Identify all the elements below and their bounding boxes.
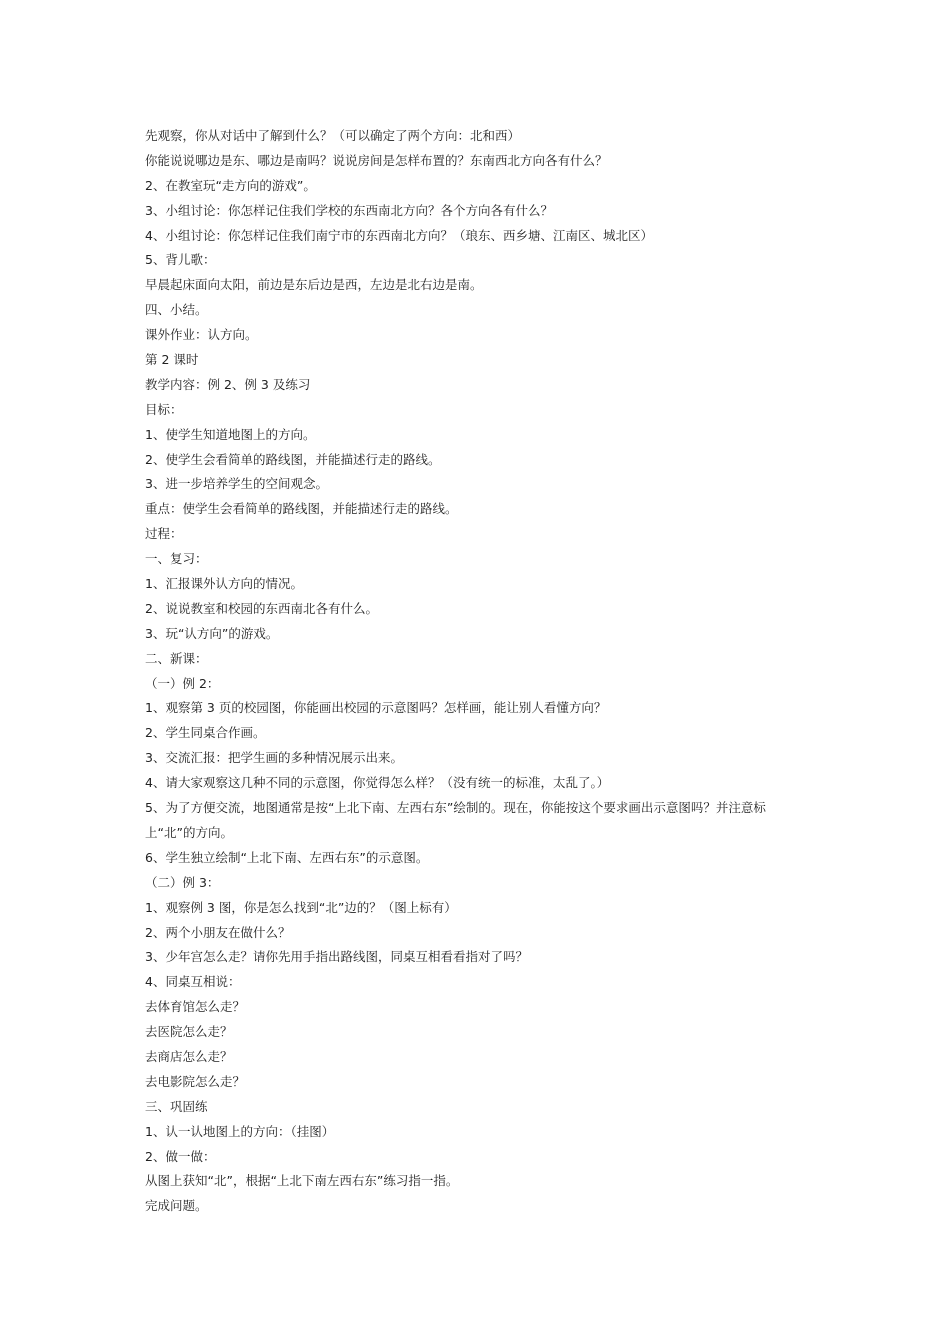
- text-line: 5、为了方便交流，地图通常是按“上北下南、左西右东”绘制的。现在，你能按这个要求画出示意图吗？并注意标: [145, 800, 766, 816]
- text-line: 2、说说教室和校园的东西南北各有什么。: [145, 600, 378, 616]
- text-line: 3、交流汇报：把学生画的多种情况展示出来。: [145, 750, 403, 766]
- text-line: 1、认一认地图上的方向：（挂图）: [145, 1123, 335, 1139]
- text-line: 教学内容：例 2、例 3 及练习: [145, 376, 311, 392]
- text-line: 3、少年宫怎么走？请你先用手指出路线图，同桌互相看看指对了吗？: [145, 949, 528, 965]
- text-line: 3、小组讨论：你怎样记住我们学校的东西南北方向？各个方向各有什么？: [145, 202, 553, 218]
- document-body: [145, 124, 825, 1219]
- text-line: 2、在教室玩“走方向的游戏”。: [145, 177, 316, 193]
- section-heading: 二、新课：: [145, 650, 208, 666]
- text-line: 3、进一步培养学生的空间观念。: [145, 476, 328, 492]
- text-line: 上“北”的方向。: [145, 824, 233, 840]
- text-line: 1、使学生知道地图上的方向。: [145, 426, 316, 442]
- text-line: 6、学生独立绘制“上北下南、左西右东”的示意图。: [145, 849, 429, 865]
- text-line: 目标：: [145, 401, 183, 417]
- text-line: 重点：使学生会看简单的路线图，并能描述行走的路线。: [145, 501, 458, 517]
- text-line: 去体育馆怎么走？: [145, 999, 246, 1015]
- text-line: 1、汇报课外认方向的情况。: [145, 576, 303, 592]
- text-line: 1、观察第 3 页的校园图，你能画出校园的示意图吗？怎样画，能让别人看懂方向？: [145, 700, 607, 716]
- text-line: 早晨起床面向太阳，前边是东后边是西，左边是北右边是南。: [145, 277, 483, 293]
- text-line: 2、两个小朋友在做什么？: [145, 924, 291, 940]
- lesson-heading: 第 2 课时: [145, 352, 199, 368]
- text-line: 过程：: [145, 526, 183, 542]
- text-line: 1、观察例 3 图，你是怎么找到“北”边的？（图上标有）: [145, 899, 457, 915]
- text-line: 4、同桌互相说：: [145, 974, 241, 990]
- text-line: 你能说说哪边是东、哪边是南吗？说说房间是怎样布置的？东南西北方向各有什么？: [145, 152, 608, 168]
- text-line: 4、小组讨论：你怎样记住我们南宁市的东西南北方向？（琅东、西乡塘、江南区、城北区）: [145, 227, 653, 243]
- text-line: 4、请大家观察这几种不同的示意图，你觉得怎么样？（没有统一的标准，太乱了。）: [145, 775, 610, 791]
- section-heading: 三、巩固练: [145, 1098, 208, 1114]
- subsection-heading: （二）例 3：: [145, 874, 220, 890]
- text-line: 去商店怎么走？: [145, 1048, 233, 1064]
- text-line: 去医院怎么走？: [145, 1024, 233, 1040]
- subsection-heading: （一）例 2：: [145, 675, 220, 691]
- section-heading: 一、复习：: [145, 551, 208, 567]
- text-line: 2、学生同桌合作画。: [145, 725, 266, 741]
- text-line: 2、使学生会看简单的路线图，并能描述行走的路线。: [145, 451, 441, 467]
- text-line: 先观察，你从对话中了解到什么？（可以确定了两个方向：北和西）: [145, 128, 521, 143]
- text-line: 5、背儿歌：: [145, 252, 216, 268]
- text-line: 2、做一做：: [145, 1148, 216, 1164]
- text-line: 课外作业：认方向。: [145, 327, 258, 343]
- text-line: 完成问题。: [145, 1198, 208, 1214]
- text-line: 3、玩“认方向”的游戏。: [145, 625, 279, 641]
- text-line: 去电影院怎么走？: [145, 1073, 246, 1089]
- text-line: 从图上获知“北”，根据“上北下南左西右东”练习指一指。: [145, 1173, 459, 1189]
- section-heading: 四、小结。: [145, 302, 208, 318]
